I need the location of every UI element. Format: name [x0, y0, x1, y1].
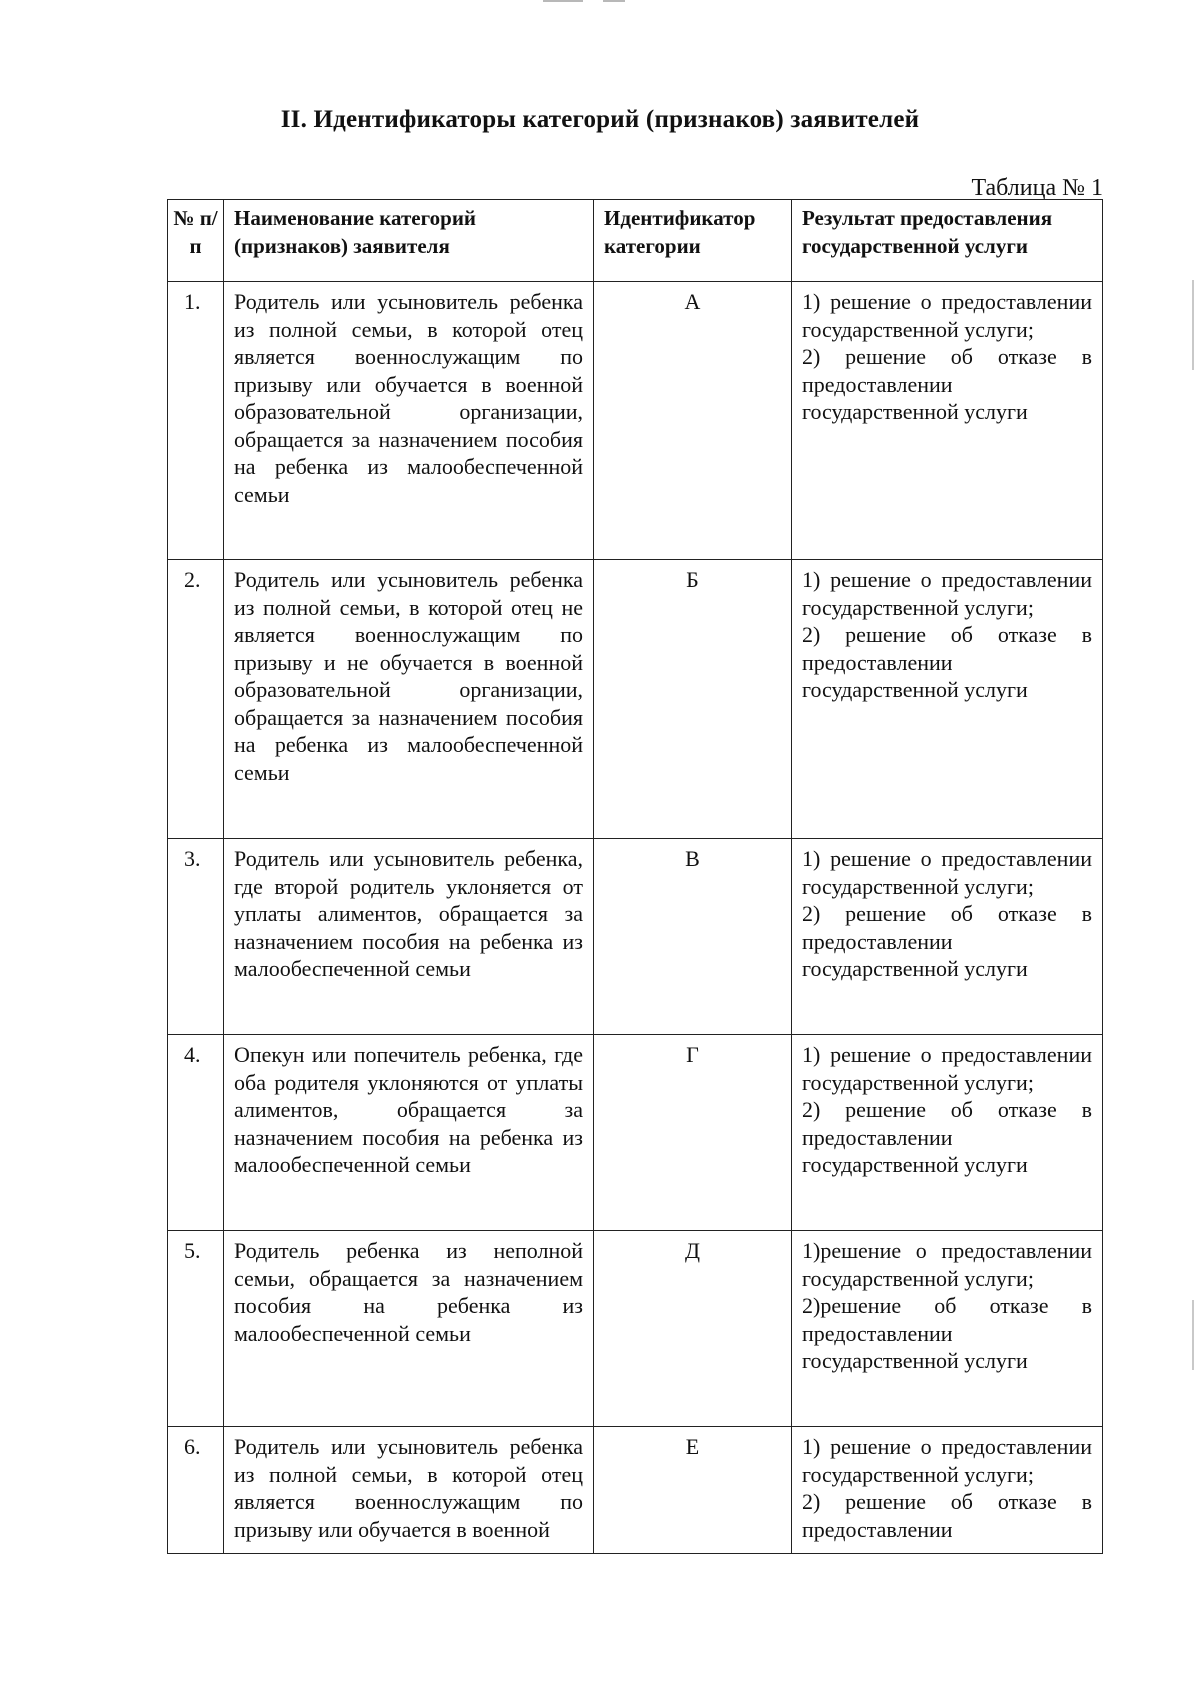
result-refuse: 2) решение об отказе в предоставлении государственной услуги	[802, 1097, 1092, 1177]
result-cell	[792, 282, 1103, 560]
result-approve: 1) решение о предоставлении государственной услуги;	[802, 1434, 1092, 1487]
category-id: Д	[594, 1231, 792, 1427]
row-number: 2.	[168, 560, 224, 839]
table-row	[168, 560, 1103, 839]
scan-artifact-right	[603, 0, 625, 2]
header-num: № п/п	[168, 200, 224, 282]
category-name: Родитель или усыновитель ребенка из полной семьи, в которой отец является военнослужащим по призыву или обучается в военной	[224, 1427, 594, 1554]
scan-artifact-edge	[1192, 280, 1194, 370]
result-refuse: 2)решение об отказе в предоставлении государственной услуги	[802, 1293, 1092, 1373]
result-refuse: 2) решение об отказе в предоставлении	[802, 1489, 1092, 1542]
category-name: Родитель или усыновитель ребенка из полной семьи, в которой отец не является военнослужащим по призыву и не обучается в военной образовательной организации, обращается за назначением пособия на ребенка из малообеспеченной семьи	[224, 560, 594, 839]
row-number: 5.	[168, 1231, 224, 1427]
table-header-row	[168, 200, 1103, 282]
row-number: 1.	[168, 282, 224, 560]
result-cell	[792, 839, 1103, 1035]
result-approve: 1) решение о предоставлении государственной услуги;	[802, 846, 1092, 899]
table-row	[168, 282, 1103, 560]
row-number: 3.	[168, 839, 224, 1035]
table-row	[168, 1231, 1103, 1427]
table-caption: Таблица № 1	[971, 175, 1103, 201]
result-refuse: 2) решение об отказе в предоставлении государственной услуги	[802, 344, 1092, 424]
scan-artifact-left	[543, 0, 583, 2]
category-name: Родитель ребенка из неполной семьи, обращается за назначением пособия на ребенка из малообеспеченной семьи	[224, 1231, 594, 1427]
result-approve: 1) решение о предоставлении государственной услуги;	[802, 1042, 1092, 1095]
row-number: 6.	[168, 1427, 224, 1554]
category-name: Опекун или попечитель ребенка, где оба родителя уклоняются от уплаты алиментов, обращается за назначением пособия на ребенка из малообеспеченной семьи	[224, 1035, 594, 1231]
table-row	[168, 1427, 1103, 1554]
category-id: Е	[594, 1427, 792, 1554]
result-refuse: 2) решение об отказе в предоставлении государственной услуги	[802, 622, 1092, 702]
header-result: Результат предоставления государственной услуги	[792, 200, 1103, 282]
category-id: В	[594, 839, 792, 1035]
categories-table	[167, 199, 1103, 1554]
table-row	[168, 1035, 1103, 1231]
category-id: А	[594, 282, 792, 560]
result-cell	[792, 1035, 1103, 1231]
header-id: Идентификатор категории	[594, 200, 792, 282]
category-name: Родитель или усыновитель ребенка из полной семьи, в которой отец является военнослужащим по призыву или обучается в военной образовательной организации, обращается за назначением пособия на ребенка из малообеспеченной семьи	[224, 282, 594, 560]
result-cell	[792, 1231, 1103, 1427]
category-id: Г	[594, 1035, 792, 1231]
result-cell	[792, 560, 1103, 839]
result-approve: 1) решение о предоставлении государственной услуги;	[802, 289, 1092, 342]
result-approve: 1) решение о предоставлении государственной услуги;	[802, 567, 1092, 620]
page-title: II. Идентификаторы категорий (признаков) заявителей	[280, 106, 920, 133]
scan-artifact-edge-lower	[1192, 1300, 1194, 1370]
result-cell	[792, 1427, 1103, 1554]
category-name: Родитель или усыновитель ребенка, где второй родитель уклоняется от уплаты алиментов, обращается за назначением пособия на ребенка из малообеспеченной семьи	[224, 839, 594, 1035]
header-name: Наименование категорий (признаков) заявителя	[224, 200, 594, 282]
table-row	[168, 839, 1103, 1035]
result-approve: 1)решение о предоставлении государственной услуги;	[802, 1238, 1092, 1291]
result-refuse: 2) решение об отказе в предоставлении государственной услуги	[802, 901, 1092, 981]
category-id: Б	[594, 560, 792, 839]
row-number: 4.	[168, 1035, 224, 1231]
